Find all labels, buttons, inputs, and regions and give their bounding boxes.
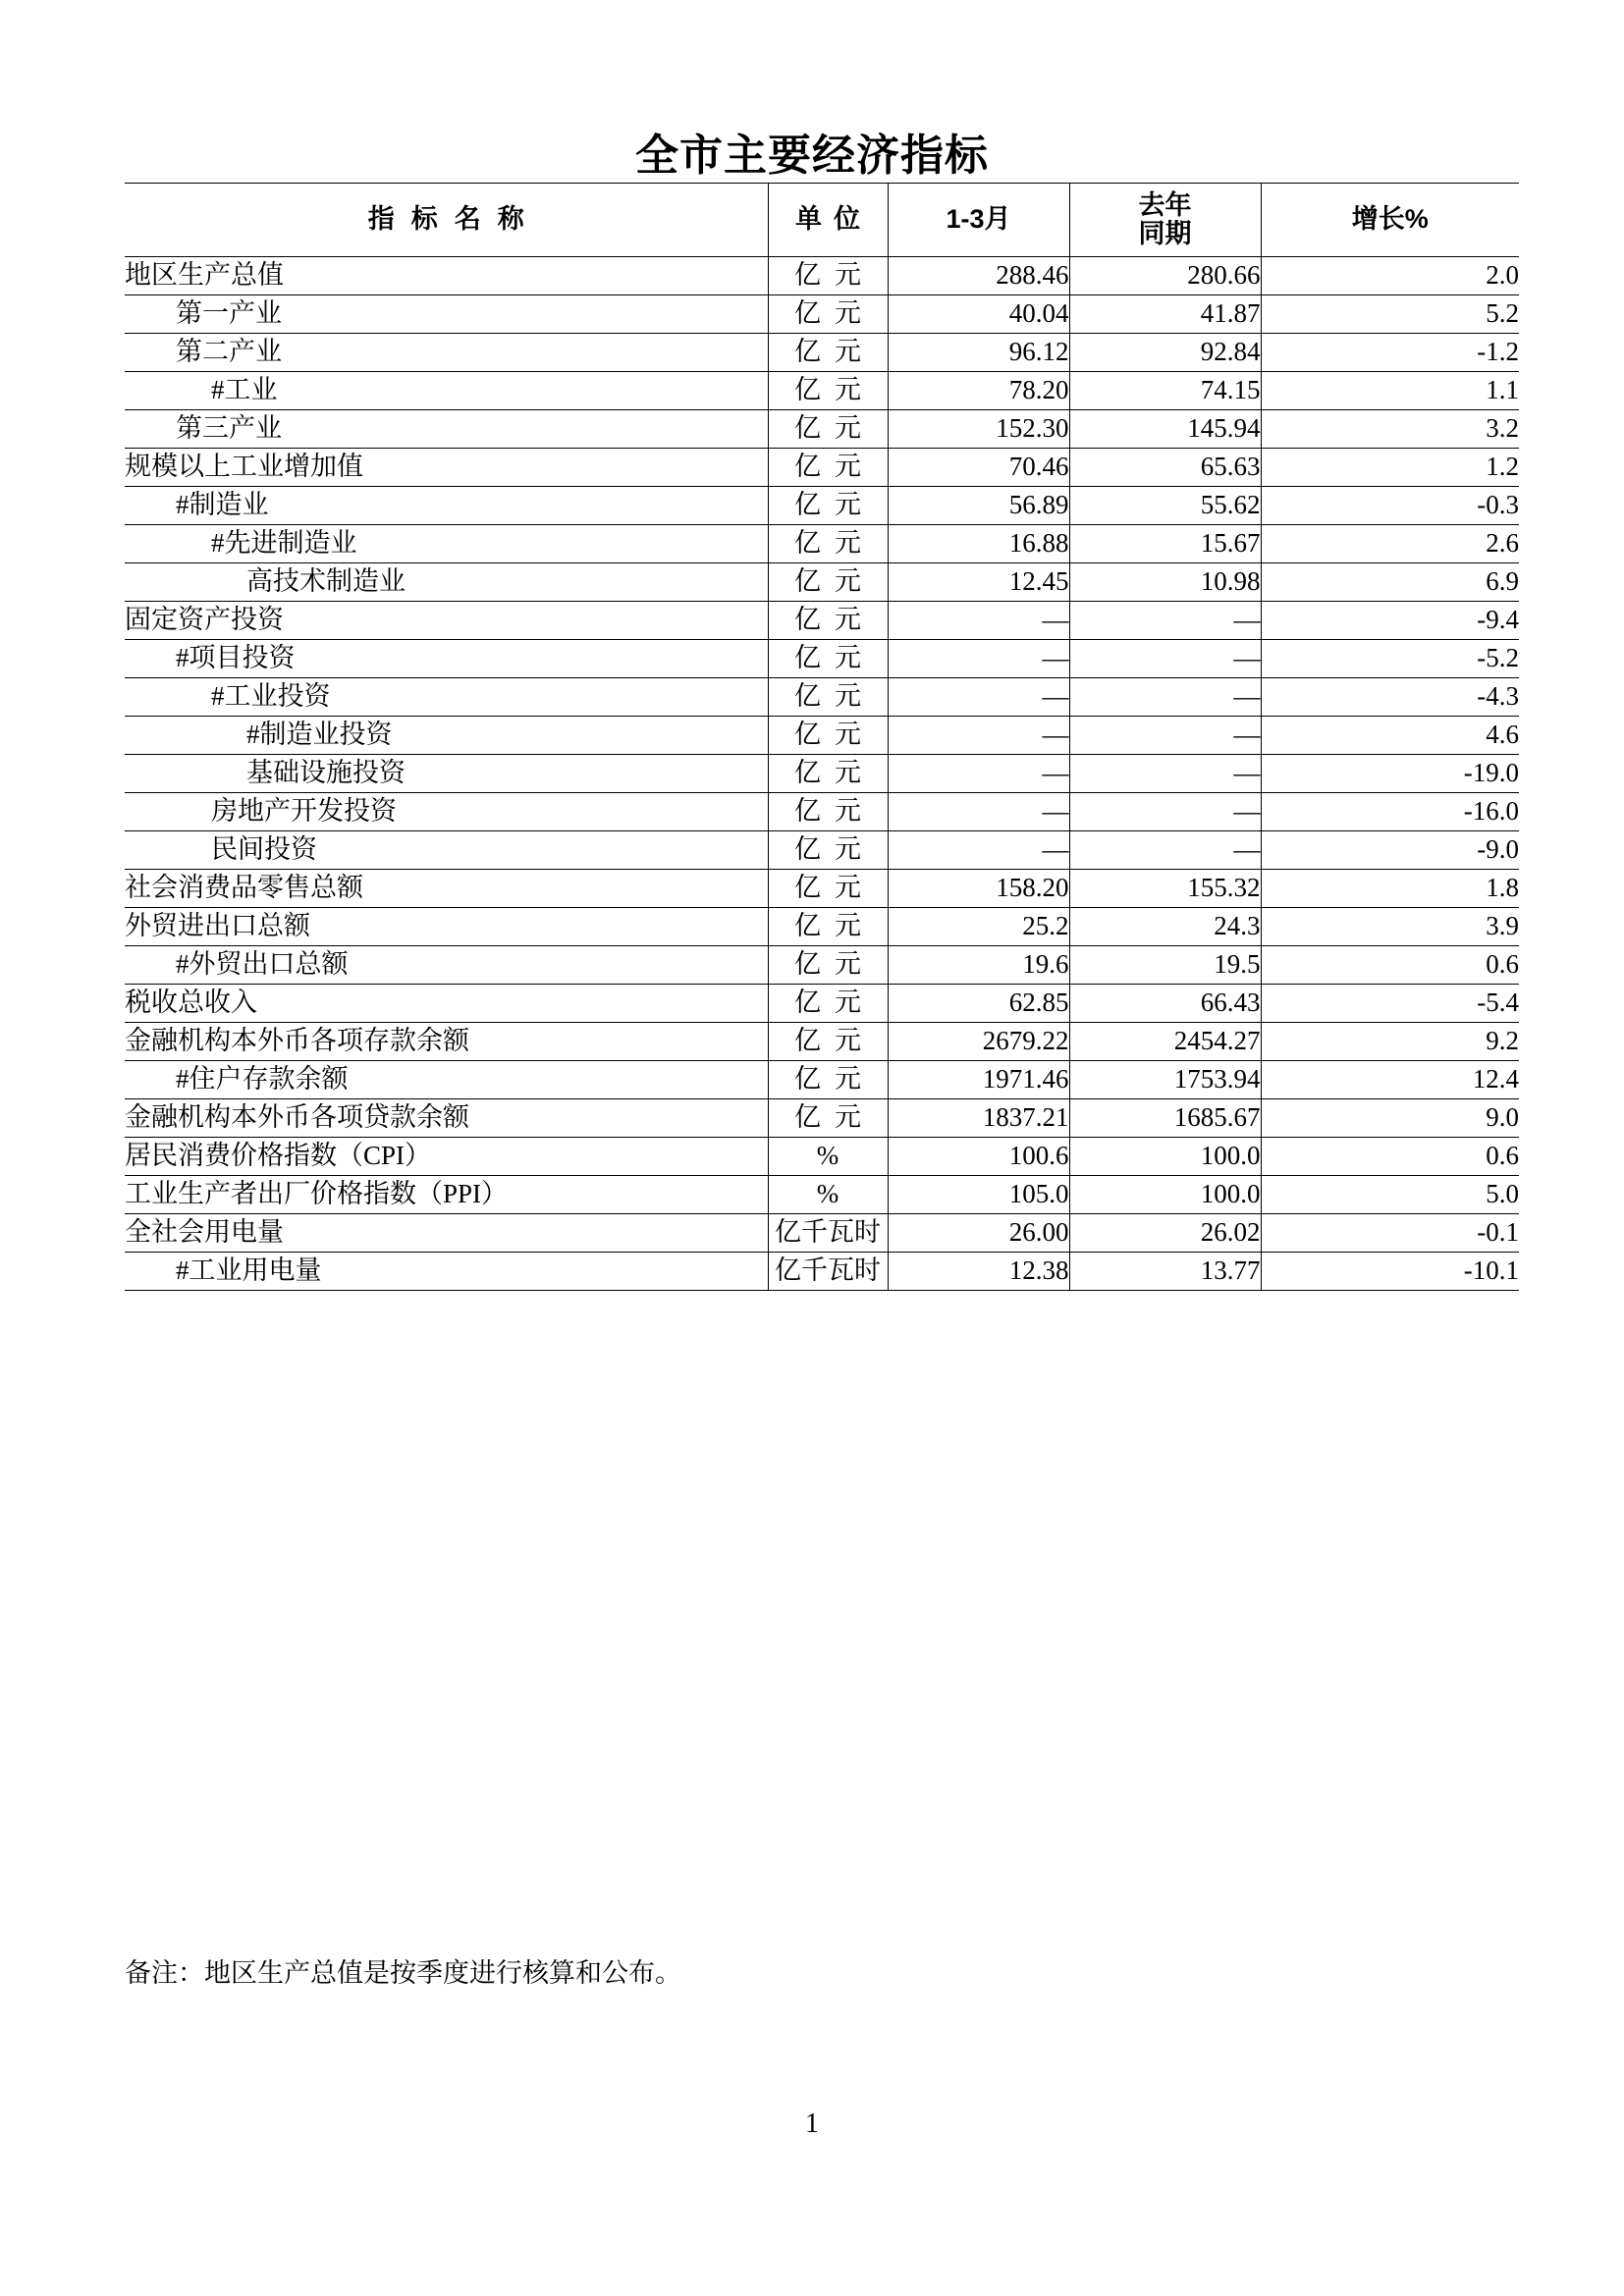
column-header-indicator-name: 指标名称 [125,184,768,257]
cell-indicator-name: 金融机构本外币各项存款余额 [125,1023,768,1061]
table-row [125,334,1519,372]
cell-current-period-value: — [888,678,1069,717]
cell-current-period-value: — [888,755,1069,793]
cell-indicator-name: 民间投资 [125,831,768,870]
table-row [125,870,1519,908]
cell-unit: 亿元 [768,678,888,717]
cell-indicator-name: 社会消费品零售总额 [125,870,768,908]
cell-current-period-value: 19.6 [888,946,1069,985]
cell-current-period-value: 158.20 [888,870,1069,908]
cell-growth-value: 2.6 [1261,525,1519,563]
cell-current-period-value: 100.6 [888,1138,1069,1176]
cell-indicator-name: #项目投资 [125,640,768,678]
cell-current-period-value: — [888,717,1069,755]
cell-growth-value: 3.2 [1261,410,1519,449]
cell-growth-value: -9.4 [1261,602,1519,640]
cell-current-period-value: 105.0 [888,1176,1069,1214]
cell-current-period-value: 288.46 [888,257,1069,295]
cell-indicator-name: #制造业投资 [125,717,768,755]
cell-growth-value: 5.2 [1261,295,1519,334]
cell-unit: 亿元 [768,870,888,908]
cell-previous-period-value: 19.5 [1069,946,1261,985]
cell-growth-value: 1.2 [1261,449,1519,487]
cell-indicator-name: 高技术制造业 [125,563,768,602]
table-row [125,717,1519,755]
cell-growth-value: 6.9 [1261,563,1519,602]
table-row [125,831,1519,870]
cell-growth-value: -5.2 [1261,640,1519,678]
cell-current-period-value: — [888,793,1069,831]
cell-current-period-value: 1971.46 [888,1061,1069,1099]
cell-unit: 亿千瓦时 [768,1253,888,1291]
cell-indicator-name: #工业 [125,372,768,410]
table-row [125,525,1519,563]
cell-unit: 亿元 [768,410,888,449]
table-header [125,184,1519,257]
cell-current-period-value: — [888,831,1069,870]
cell-indicator-name: #外贸出口总额 [125,946,768,985]
column-header-previous-period [1069,184,1261,257]
cell-growth-value: 9.0 [1261,1099,1519,1138]
previous-period-line1: 去年 [1138,189,1192,220]
cell-indicator-name: 第三产业 [125,410,768,449]
cell-unit: % [768,1138,888,1176]
cell-unit: 亿千瓦时 [768,1214,888,1253]
cell-unit: 亿元 [768,717,888,755]
cell-unit: 亿元 [768,563,888,602]
cell-unit: 亿元 [768,525,888,563]
table-row [125,678,1519,717]
cell-indicator-name: #工业投资 [125,678,768,717]
cell-unit: 亿元 [768,295,888,334]
cell-growth-value: 9.2 [1261,1023,1519,1061]
cell-growth-value: -1.2 [1261,334,1519,372]
cell-current-period-value: 96.12 [888,334,1069,372]
cell-previous-period-value: — [1069,717,1261,755]
previous-period-line2: 同期 [1138,219,1192,248]
cell-previous-period-value: 2454.27 [1069,1023,1261,1061]
table-row [125,257,1519,295]
cell-growth-value: -0.3 [1261,487,1519,525]
cell-unit: 亿元 [768,985,888,1023]
cell-current-period-value: — [888,602,1069,640]
cell-indicator-name: 第二产业 [125,334,768,372]
cell-growth-value: 4.6 [1261,717,1519,755]
cell-previous-period-value: 26.02 [1069,1214,1261,1253]
cell-growth-value: 0.6 [1261,1138,1519,1176]
cell-indicator-name: 税收总收入 [125,985,768,1023]
cell-unit: 亿元 [768,793,888,831]
cell-previous-period-value: — [1069,602,1261,640]
cell-growth-value: -19.0 [1261,755,1519,793]
table-row [125,372,1519,410]
cell-growth-value: -16.0 [1261,793,1519,831]
cell-previous-period-value: — [1069,793,1261,831]
table-row [125,1061,1519,1099]
cell-growth-value: 12.4 [1261,1061,1519,1099]
cell-indicator-name: 第一产业 [125,295,768,334]
cell-previous-period-value: 65.63 [1069,449,1261,487]
cell-previous-period-value: — [1069,640,1261,678]
cell-current-period-value: 1837.21 [888,1099,1069,1138]
cell-growth-value: 2.0 [1261,257,1519,295]
table-row [125,295,1519,334]
cell-previous-period-value: 1753.94 [1069,1061,1261,1099]
cell-indicator-name: 工业生产者出厂价格指数（PPI） [125,1176,768,1214]
column-header-current-period: 1-3月 [888,184,1069,257]
cell-previous-period-value: 41.87 [1069,295,1261,334]
cell-unit: % [768,1176,888,1214]
cell-unit: 亿元 [768,487,888,525]
cell-unit: 亿元 [768,908,888,946]
table-row [125,1099,1519,1138]
cell-growth-value: -4.3 [1261,678,1519,717]
table-row [125,1138,1519,1176]
cell-current-period-value: 70.46 [888,449,1069,487]
table-row [125,1176,1519,1214]
page-number: 1 [805,2109,819,2139]
cell-indicator-name: 外贸进出口总额 [125,908,768,946]
cell-previous-period-value: 145.94 [1069,410,1261,449]
cell-previous-period-value: 74.15 [1069,372,1261,410]
cell-current-period-value: 62.85 [888,985,1069,1023]
cell-previous-period-value: 15.67 [1069,525,1261,563]
header-row [125,184,1519,257]
cell-growth-value: -10.1 [1261,1253,1519,1291]
cell-current-period-value: — [888,640,1069,678]
cell-current-period-value: 12.38 [888,1253,1069,1291]
cell-previous-period-value: 155.32 [1069,870,1261,908]
table-row [125,985,1519,1023]
economic-indicators-table [125,183,1519,1291]
cell-unit: 亿元 [768,372,888,410]
cell-previous-period-value: 66.43 [1069,985,1261,1023]
cell-indicator-name: 固定资产投资 [125,602,768,640]
cell-indicator-name: #先进制造业 [125,525,768,563]
cell-indicator-name: 基础设施投资 [125,755,768,793]
cell-previous-period-value: 10.98 [1069,563,1261,602]
cell-current-period-value: 12.45 [888,563,1069,602]
table-row [125,793,1519,831]
cell-current-period-value: 2679.22 [888,1023,1069,1061]
cell-current-period-value: 26.00 [888,1214,1069,1253]
cell-previous-period-value: 1685.67 [1069,1099,1261,1138]
cell-current-period-value: 16.88 [888,525,1069,563]
cell-indicator-name: 居民消费价格指数（CPI） [125,1138,768,1176]
cell-previous-period-value: — [1069,755,1261,793]
column-header-growth: 增长% [1261,184,1519,257]
cell-growth-value: 1.1 [1261,372,1519,410]
cell-growth-value: -9.0 [1261,831,1519,870]
table-row [125,563,1519,602]
cell-current-period-value: 40.04 [888,295,1069,334]
cell-growth-value: -5.4 [1261,985,1519,1023]
cell-unit: 亿元 [768,1099,888,1138]
cell-growth-value: 1.8 [1261,870,1519,908]
cell-unit: 亿元 [768,1061,888,1099]
table-row [125,410,1519,449]
table-row [125,1253,1519,1291]
cell-previous-period-value: 55.62 [1069,487,1261,525]
cell-indicator-name: 金融机构本外币各项贷款余额 [125,1099,768,1138]
cell-growth-value: 3.9 [1261,908,1519,946]
cell-unit: 亿元 [768,946,888,985]
cell-current-period-value: 152.30 [888,410,1069,449]
cell-unit: 亿元 [768,831,888,870]
cell-previous-period-value: 100.0 [1069,1176,1261,1214]
cell-previous-period-value: 13.77 [1069,1253,1261,1291]
cell-previous-period-value: — [1069,831,1261,870]
table-footnote: 备注：地区生产总值是按季度进行核算和公布。 [125,1958,681,1988]
table-row [125,487,1519,525]
cell-indicator-name: #工业用电量 [125,1253,768,1291]
cell-previous-period-value: 100.0 [1069,1138,1261,1176]
cell-previous-period-value: — [1069,678,1261,717]
cell-unit: 亿元 [768,602,888,640]
column-header-unit: 单位 [768,184,888,257]
cell-unit: 亿元 [768,257,888,295]
table-row [125,602,1519,640]
cell-growth-value: 0.6 [1261,946,1519,985]
cell-indicator-name: 全社会用电量 [125,1214,768,1253]
table-row [125,908,1519,946]
cell-indicator-name: #制造业 [125,487,768,525]
cell-indicator-name: 房地产开发投资 [125,793,768,831]
table-row [125,755,1519,793]
cell-unit: 亿元 [768,449,888,487]
cell-previous-period-value: 92.84 [1069,334,1261,372]
cell-previous-period-value: 280.66 [1069,257,1261,295]
page-title: 全市主要经济指标 [635,132,989,180]
table-row [125,1214,1519,1253]
table-body [125,257,1519,1291]
cell-growth-value: -0.1 [1261,1214,1519,1253]
cell-current-period-value: 25.2 [888,908,1069,946]
cell-current-period-value: 78.20 [888,372,1069,410]
cell-indicator-name: 地区生产总值 [125,257,768,295]
cell-indicator-name: #住户存款余额 [125,1061,768,1099]
cell-current-period-value: 56.89 [888,487,1069,525]
table-row [125,1023,1519,1061]
table-row [125,640,1519,678]
table-row [125,449,1519,487]
cell-unit: 亿元 [768,755,888,793]
cell-unit: 亿元 [768,1023,888,1061]
cell-indicator-name: 规模以上工业增加值 [125,449,768,487]
cell-unit: 亿元 [768,334,888,372]
cell-previous-period-value: 24.3 [1069,908,1261,946]
cell-unit: 亿元 [768,640,888,678]
cell-growth-value: 5.0 [1261,1176,1519,1214]
table-row [125,946,1519,985]
